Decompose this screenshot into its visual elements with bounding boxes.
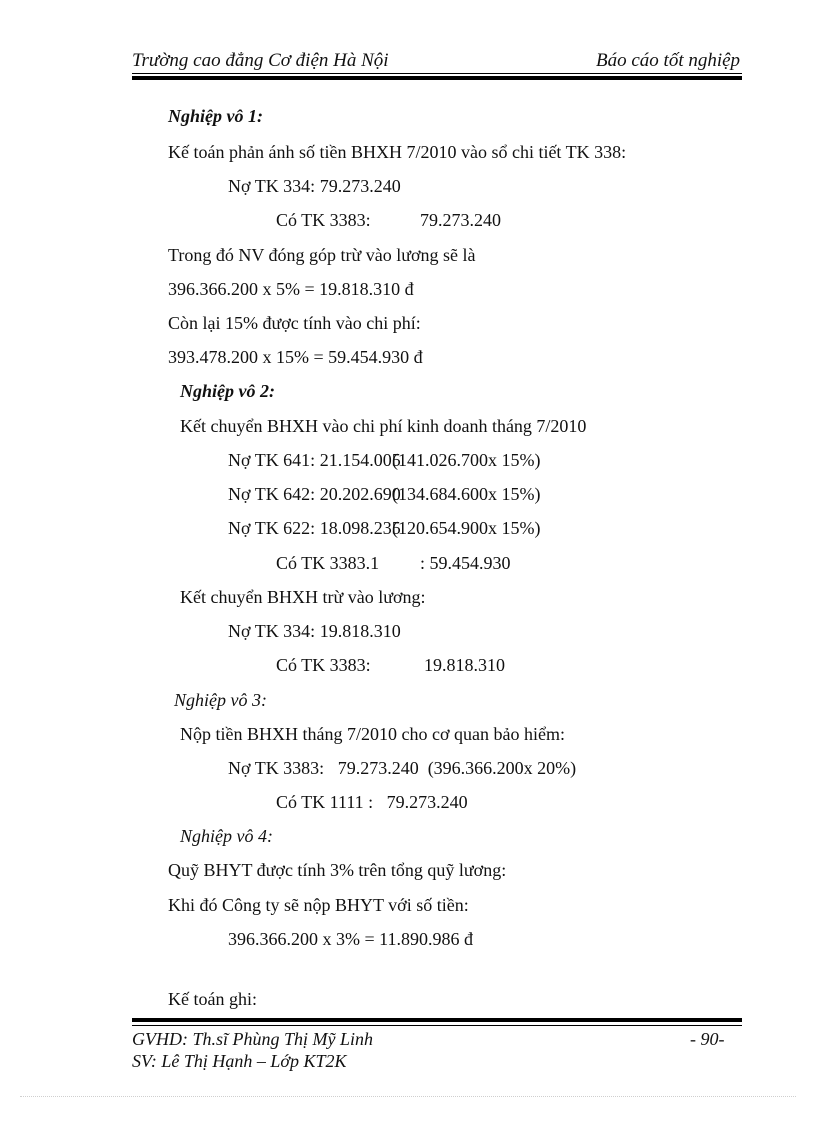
nv1-title: Nghiệp vô 1: <box>168 106 263 126</box>
nv2-debit-622-calc: (120.654.900x 15%) <box>392 518 541 538</box>
nv2-text-2: Kết chuyển BHXH trừ vào lương: <box>180 587 426 607</box>
nv2-credit-value: : 59.454.930 <box>420 553 511 573</box>
nv1-calc-5pct: 396.366.200 x 5% = 19.818.310 đ <box>168 279 414 299</box>
nv1-text-3: Còn lại 15% được tính vào chi phí: <box>168 313 421 333</box>
nv4-calc-3pct: 396.366.200 x 3% = 11.890.986 đ <box>228 929 473 949</box>
header-rule-thick <box>132 76 742 80</box>
nv2-debit-641: Nợ TK 641: 21.154.005 <box>228 450 401 470</box>
nv2-debit-622: Nợ TK 622: 18.098.235 <box>228 518 401 538</box>
footer-rule-thin <box>132 1025 742 1026</box>
nv3-credit: Có TK 1111 : 79.273.240 <box>276 792 468 812</box>
footer-supervisor: GVHD: Th.sĩ Phùng Thị Mỹ Linh <box>132 1029 374 1049</box>
nv1-text: Kế toán phản ánh số tiền BHXH 7/2010 vào sổ chi tiết TK 338: <box>168 142 627 162</box>
nv1-debit: Nợ TK 334: 79.273.240 <box>228 176 401 196</box>
nv2-debit-642: Nợ TK 642: 20.202.690 <box>228 484 401 504</box>
nv1-text-2: Trong đó NV đóng góp trừ vào lương sẽ là <box>168 245 476 265</box>
nv2-debit-334: Nợ TK 334: 19.818.310 <box>228 621 401 641</box>
nv2-credit-2-label: Có TK 3383: <box>276 655 371 675</box>
nv4-title: Nghiệp vô 4: <box>180 826 273 846</box>
nv3-text: Nộp tiền BHXH tháng 7/2010 cho cơ quan bảo hiểm: <box>180 724 565 744</box>
page-edge-dotted-line <box>20 1096 796 1097</box>
nv2-credit-label: Có TK 3383.1 <box>276 553 380 573</box>
nv2-title: Nghiệp vô 2: <box>180 381 275 401</box>
ketoan-ghi: Kế toán ghi: <box>168 989 257 1009</box>
nv4-text: Quỹ BHYT được tính 3% trên tổng quỹ lương: <box>168 860 507 880</box>
nv2-text: Kết chuyển BHXH vào chi phí kinh doanh tháng 7/2010 <box>180 416 587 436</box>
nv2-credit-2-value: 19.818.310 <box>424 655 505 675</box>
nv1-credit-label: Có TK 3383: <box>276 210 371 230</box>
header-report-title: Báo cáo tốt nghiệp <box>596 50 741 71</box>
header-rule-thin <box>132 73 742 74</box>
footer-rule-thick <box>132 1018 742 1022</box>
header-school: Trường cao đẳng Cơ điện Hà Nội <box>132 50 389 71</box>
nv3-debit: Nợ TK 3383: 79.273.240 (396.366.200x 20%) <box>228 758 577 778</box>
nv4-text-2: Khi đó Công ty sẽ nộp BHYT với số tiền: <box>168 895 469 915</box>
page-number: - 90- <box>690 1029 725 1049</box>
nv1-credit-value: 79.273.240 <box>420 210 501 230</box>
nv3-title: Nghiệp vô 3: <box>174 690 267 710</box>
nv1-calc-15pct: 393.478.200 x 15% = 59.454.930 đ <box>168 347 423 367</box>
footer-student: SV: Lê Thị Hạnh – Lớp KT2K <box>132 1051 347 1071</box>
nv2-debit-642-calc: (134.684.600x 15%) <box>392 484 541 504</box>
nv2-debit-641-calc: (141.026.700x 15%) <box>392 450 541 470</box>
